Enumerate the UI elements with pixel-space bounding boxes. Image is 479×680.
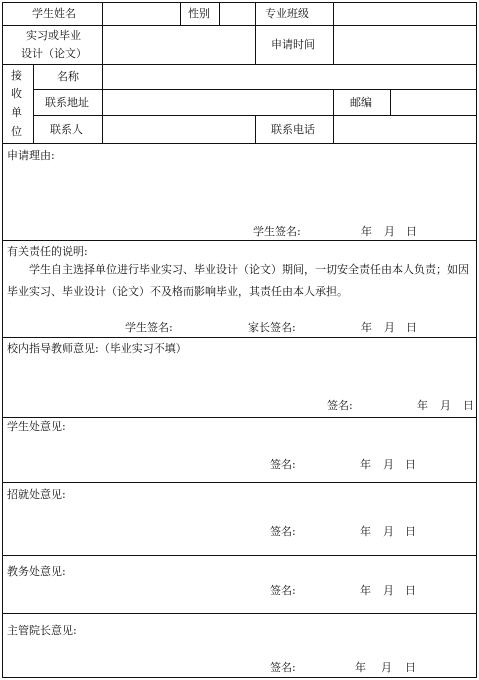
reason-day: 日 — [406, 225, 417, 238]
advisor-day: 日 — [463, 399, 474, 412]
row-line — [2, 613, 477, 614]
apply-time-label: 申请时间 — [271, 38, 315, 51]
liability-month: 月 — [384, 321, 395, 334]
reason-title: 申请理由: — [7, 149, 55, 162]
unit-name-label: 名称 — [57, 70, 79, 83]
contact-phone-field[interactable] — [334, 116, 475, 142]
vice-president-day: 日 — [405, 661, 416, 674]
academic-affairs-title: 教务处意见: — [7, 565, 66, 578]
col-line — [255, 25, 256, 64]
vice-president-field[interactable] — [5, 640, 473, 658]
contact-phone-label: 联系电话 — [271, 123, 315, 136]
design-label-line1: 实习或毕业 — [26, 29, 81, 42]
gender-field[interactable] — [220, 3, 254, 24]
advisor-sign: 签名: — [327, 399, 353, 412]
employment-office-sign: 签名: — [270, 525, 296, 538]
liability-parent-sign: 家长签名: — [248, 321, 296, 334]
postcode-label: 邮编 — [350, 96, 372, 109]
apply-time-field[interactable] — [334, 26, 475, 63]
academic-affairs-field[interactable] — [5, 580, 473, 583]
reason-month: 月 — [384, 225, 395, 238]
row-line — [2, 482, 477, 483]
postcode-field[interactable] — [391, 90, 475, 114]
employment-office-field[interactable] — [5, 505, 473, 523]
liability-body: 学生自主选择单位进行毕业实习、毕业设计（论文）期间，一切安全责任由本人负责；如因毕业实习、毕业设计（论文）不及格而影响毕业，其责任由本人承担。 — [7, 263, 469, 298]
student-office-year: 年 — [360, 458, 371, 471]
employment-office-title: 招就处意见: — [7, 488, 66, 501]
academic-affairs-month: 月 — [383, 584, 394, 597]
row-line — [2, 240, 477, 241]
contact-person-label: 联系人 — [50, 123, 83, 136]
receiving-unit-char: 接 — [11, 69, 22, 82]
employment-office-day: 日 — [405, 525, 416, 538]
vice-president-title: 主管院长意见: — [7, 624, 77, 637]
table-border-left — [2, 2, 3, 678]
major-class-field[interactable] — [334, 3, 475, 24]
employment-office-year: 年 — [360, 525, 371, 538]
advisor-field[interactable] — [5, 359, 473, 395]
row-line — [2, 143, 477, 144]
student-office-field[interactable] — [5, 437, 473, 455]
table-border-right — [476, 2, 477, 678]
contact-address-field[interactable] — [103, 90, 332, 114]
advisor-title: 校内指导教师意见:（毕业实习不填） — [7, 342, 187, 355]
col-line — [255, 2, 256, 25]
receiving-unit-char: 位 — [11, 125, 22, 138]
table-border-bottom — [2, 677, 477, 678]
academic-affairs-day: 日 — [405, 584, 416, 597]
liability-year: 年 — [361, 321, 372, 334]
academic-affairs-year: 年 — [360, 584, 371, 597]
row-line — [2, 417, 477, 418]
employment-office-month: 月 — [383, 525, 394, 538]
design-field[interactable] — [103, 26, 254, 63]
advisor-month: 月 — [440, 399, 451, 412]
student-office-month: 月 — [383, 458, 394, 471]
contact-person-field[interactable] — [103, 116, 254, 142]
unit-name-field[interactable] — [103, 65, 475, 88]
contact-address-label: 联系地址 — [45, 96, 89, 109]
design-label-line2: 设计（论文） — [21, 47, 87, 60]
advisor-year: 年 — [417, 399, 428, 412]
vice-president-month: 月 — [381, 661, 392, 674]
reason-student-sign: 学生签名: — [253, 225, 301, 238]
student-office-title: 学生处意见: — [7, 420, 66, 433]
receiving-unit-char: 收 — [11, 87, 22, 100]
col-line — [33, 64, 34, 143]
academic-affairs-sign: 签名: — [270, 584, 296, 597]
col-line — [180, 2, 181, 25]
major-class-label: 专业班级 — [265, 7, 309, 20]
reason-year: 年 — [361, 225, 372, 238]
receiving-unit-char: 单 — [11, 106, 22, 119]
row-line — [2, 555, 477, 556]
reason-field[interactable] — [5, 166, 473, 221]
vice-president-year: 年 — [355, 661, 366, 674]
liability-day: 日 — [406, 321, 417, 334]
liability-student-sign: 学生签名: — [125, 321, 173, 334]
row-line — [2, 337, 477, 338]
student-office-day: 日 — [405, 458, 416, 471]
student-name-label: 学生姓名 — [32, 7, 76, 20]
student-name-field[interactable] — [103, 3, 179, 24]
liability-title: 有关责任的说明: — [7, 245, 88, 258]
student-office-sign: 签名: — [270, 458, 296, 471]
col-line — [255, 115, 256, 143]
vice-president-sign: 签名: — [270, 661, 296, 674]
gender-label: 性别 — [188, 7, 210, 20]
col-line — [333, 89, 334, 115]
